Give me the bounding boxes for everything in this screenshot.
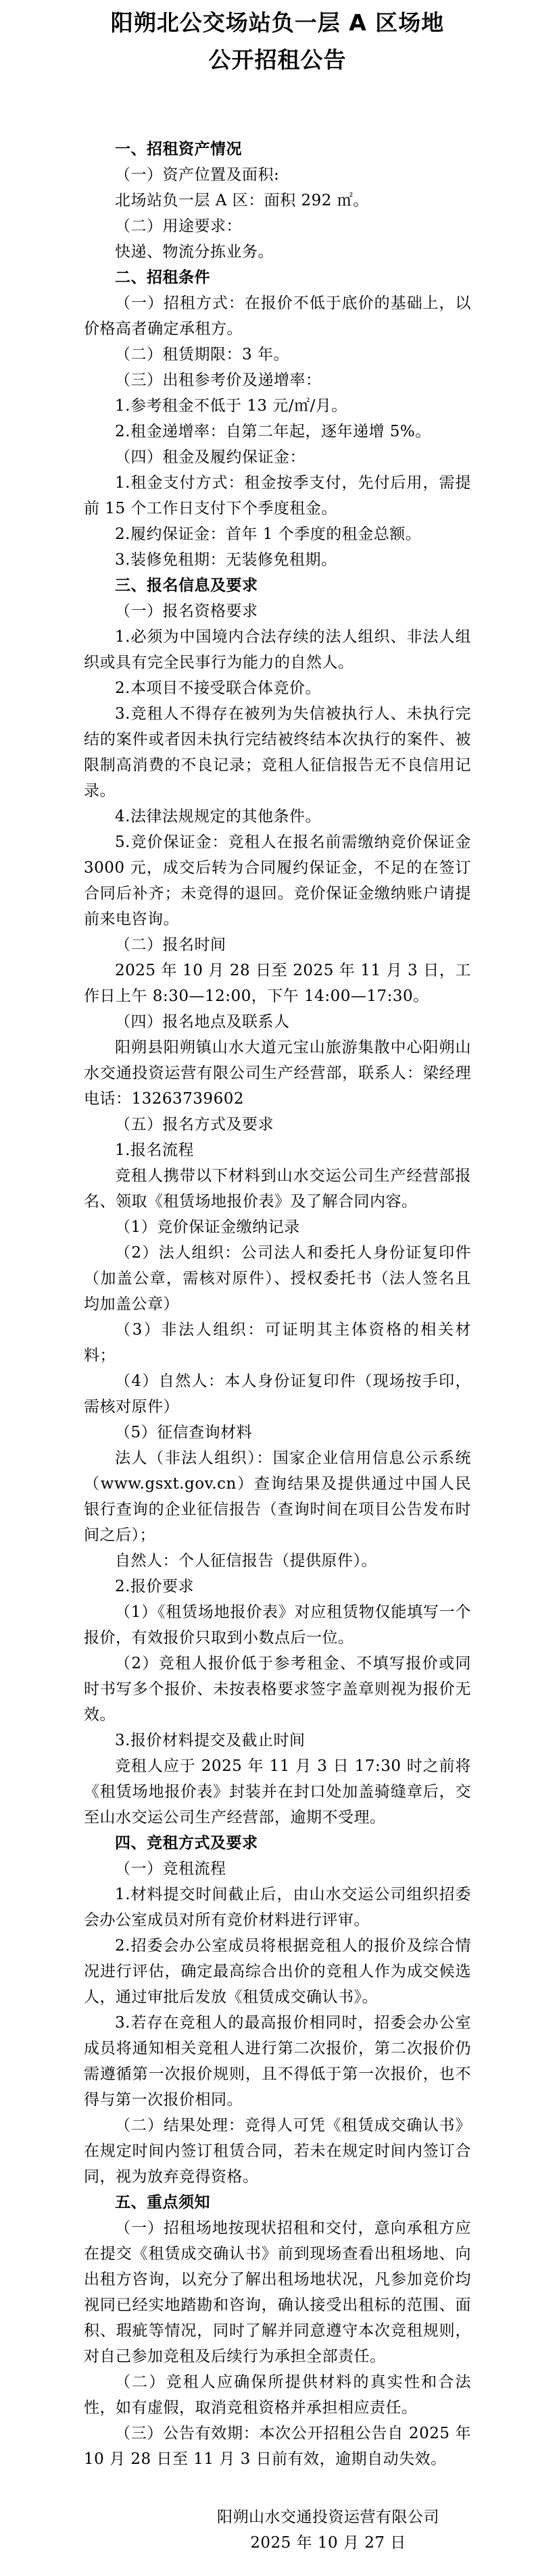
paragraph: 1.参考租金不低于 13 元/㎡/月。 — [115, 397, 347, 415]
signature-company: 阳朔山水交通投资运营有限公司 — [217, 2508, 439, 2526]
paragraph: 竞租人携带以下材料到山水交运公司生产经营部报名、领取《租赁场地报价表》及了解合同内容。 — [84, 1167, 471, 1210]
paragraph: （4）自然人：本人身份证复印件（现场按手印，需核对原件） — [84, 1372, 471, 1416]
section-heading: 四、竞租方式及要求 — [115, 1834, 258, 1852]
section-heading: 一、招租资产情况 — [115, 140, 242, 158]
paragraph: 阳朔县阳朔镇山水大道元宝山旅游集散中心阳朔山水交通投资运营有限公司生产经营部，联系人：梁经理 电话：13263739602 — [84, 1039, 471, 1108]
paragraph: 北场站负一层 A 区：面积 292 ㎡。 — [115, 192, 369, 209]
paragraph: （1）竞价保证金缴纳记录 — [115, 1218, 300, 1236]
paragraph: 竞租人应于 2025 年 11 月 3 日 17:30 时之前将《租赁场地报价表》封装并在封口处加盖骑缝章后，交至山水交运公司生产经营部，逾期不受理。 — [84, 1757, 471, 1826]
paragraph: （二）竞租人应确保所提供材料的真实性和合法性，如有虚假，取消竞租资格并承担相应责任。 — [84, 2373, 471, 2417]
paragraph: 2.报价要求 — [115, 1578, 194, 1595]
paragraph: （1）《租赁场地报价表》对应租赁物仅能填写一个报价，有效报价只取到小数点后一位。 — [84, 1603, 471, 1647]
paragraph: （一）招租方式：在报价不低于底价的基础上，以价格高者确定承租方。 — [84, 294, 471, 338]
paragraph: （三）公告有效期：本次公开招租公告自 2025 年 10 月 28 日至 11 月 3 日前有效，逾期自动失效。 — [84, 2425, 471, 2468]
paragraph: （四）报名地点及联系人 — [115, 1013, 290, 1031]
paragraph: 3.报价材料提交及截止时间 — [115, 1732, 306, 1749]
paragraph: （2）法人组织：公司法人和委托人身份证复印件（加盖公章，需核对原件）、授权委托书（法人签名且均加盖公章） — [84, 1244, 471, 1313]
paragraph: 1.租金支付方式：租金按季支付，先付后用，需提前 15 个工作日支付下个季度租金。 — [84, 474, 471, 517]
paragraph: （2）竞租人报价低于参考租金、不填写报价或同时书写多个报价、未按表格要求签字盖章则视为报价无效。 — [84, 1655, 471, 1724]
document-title — [84, 4, 471, 78]
paragraph: 自然人：个人征信报告（提供原件）。 — [115, 1552, 377, 1570]
paragraph: 5.竞价保证金：竞租人在报名前需缴纳竞价保证金 3000 元，成交后转为合同履约保证金，不足的在签订合同后补齐；未竞得的退回。竞价保证金缴纳账户请提前来电咨询。 — [84, 833, 471, 928]
paragraph: （3）非法人组织：可证明其主体资格的相关材料； — [84, 1321, 471, 1364]
paragraph: （一）资产位置及面积: — [115, 166, 280, 184]
paragraph: （一）竞租流程 — [115, 1860, 226, 1878]
paragraph: （三）出租参考价及递增率： — [115, 371, 322, 389]
paragraph: （二）用途要求： — [115, 217, 242, 235]
paragraph: 1.材料提交时间截止后，由山水交运公司组织招委会办公室成员对所有竞价材料进行评审。 — [84, 1886, 471, 1929]
paragraph: （四）租金及履约保证金： — [115, 448, 306, 466]
paragraph: （一）招租场地按现状招租和交付，意向承租方应在提交《租赁成交确认书》前到现场查看出租场地、向出租方咨询，以充分了解出租场地状况，凡参加竞价均视同已经实地踏勘和咨询，确认接受出租标的范围、面积、瑕疵等情况，同时了解并同意遵守本次竞租规则，对自己参加竞租及后续行为承担全部责任。 — [84, 2219, 471, 2365]
paragraph: （5）征信查询材料 — [115, 1424, 253, 1441]
paragraph: （五）报名方式及要求 — [115, 1116, 274, 1133]
paragraph: 2025 年 10 月 28 日至 2025 年 11 月 3 日，工作日上午 8:30—12:00，下午 14:00—17:30。 — [84, 962, 471, 1005]
paragraph: 3.若存在竞租人的最高报价相同时，招委会办公室成员将通知相关竞租人进行第二次报价，第二次报价仍需遵循第一次报价规则，且不得低于第一次报价，也不得与第一次报价相同。 — [84, 2014, 471, 2109]
paragraph: 法人（非法人组织）：国家企业信用信息公示系统（www.gsxt.gov.cn）查询结果及提供通过中国人民银行查询的企业征信报告（查询时间在项目公告发布时间之后）； — [84, 1449, 471, 1544]
paragraph: 3.装修免租期：无装修免租期。 — [115, 551, 337, 569]
paragraph: （二）租赁期限：3 年。 — [115, 346, 289, 363]
paragraph: （二）报名时间 — [115, 936, 226, 954]
paragraph: 2.招委会办公室成员将根据竞租人的报价及综合情况进行评估，确定最高综合出价的竞租人作为成交候选人，通过审批后发放《租赁成交确认书》。 — [84, 1937, 471, 2006]
paragraph: 2.租金递增率：自第二年起，逐年递增 5%。 — [115, 423, 431, 440]
paragraph: 3.竞租人不得存在被列为失信被执行人、未执行完结的案件或者因未执行完结被终结本次执行的案件、被限制高消费的不良记录；竞租人征信报告无不良信用记录。 — [84, 705, 471, 800]
paragraph: 1.必须为中国境内合法存续的法人组织、非法人组织或具有完全民事行为能力的自然人。 — [84, 628, 471, 671]
paragraph: 快递、物流分拣业务。 — [115, 243, 274, 261]
section-heading: 五、重点须知 — [115, 2194, 210, 2211]
signature-block — [84, 2504, 471, 2556]
section-heading: 二、招租条件 — [115, 269, 210, 286]
title-line-2: 公开招租公告 — [208, 47, 347, 73]
paragraph: 2.履约保证金：首年 1 个季度的租金总额。 — [115, 525, 422, 543]
document-body — [84, 136, 471, 2472]
paragraph: 1.报名流程 — [115, 1141, 194, 1159]
title-line-1: 阳朔北公交场站负一层 A 区场地 — [110, 9, 445, 36]
section-heading: 三、报名信息及要求 — [115, 577, 258, 594]
paragraph: 2.本项目不接受联合体竞价。 — [115, 679, 321, 697]
paragraph: （二）结果处理：竞得人可凭《租赁成交确认书》在规定时间内签订租赁合同，若未在规定时间内签订合同，视为放弃竞得资格。 — [84, 2117, 471, 2186]
paragraph: （一）报名资格要求 — [115, 602, 258, 620]
signature-date: 2025 年 10 月 27 日 — [250, 2534, 406, 2552]
paragraph: 4.法律法规规定的其他条件。 — [115, 808, 321, 825]
